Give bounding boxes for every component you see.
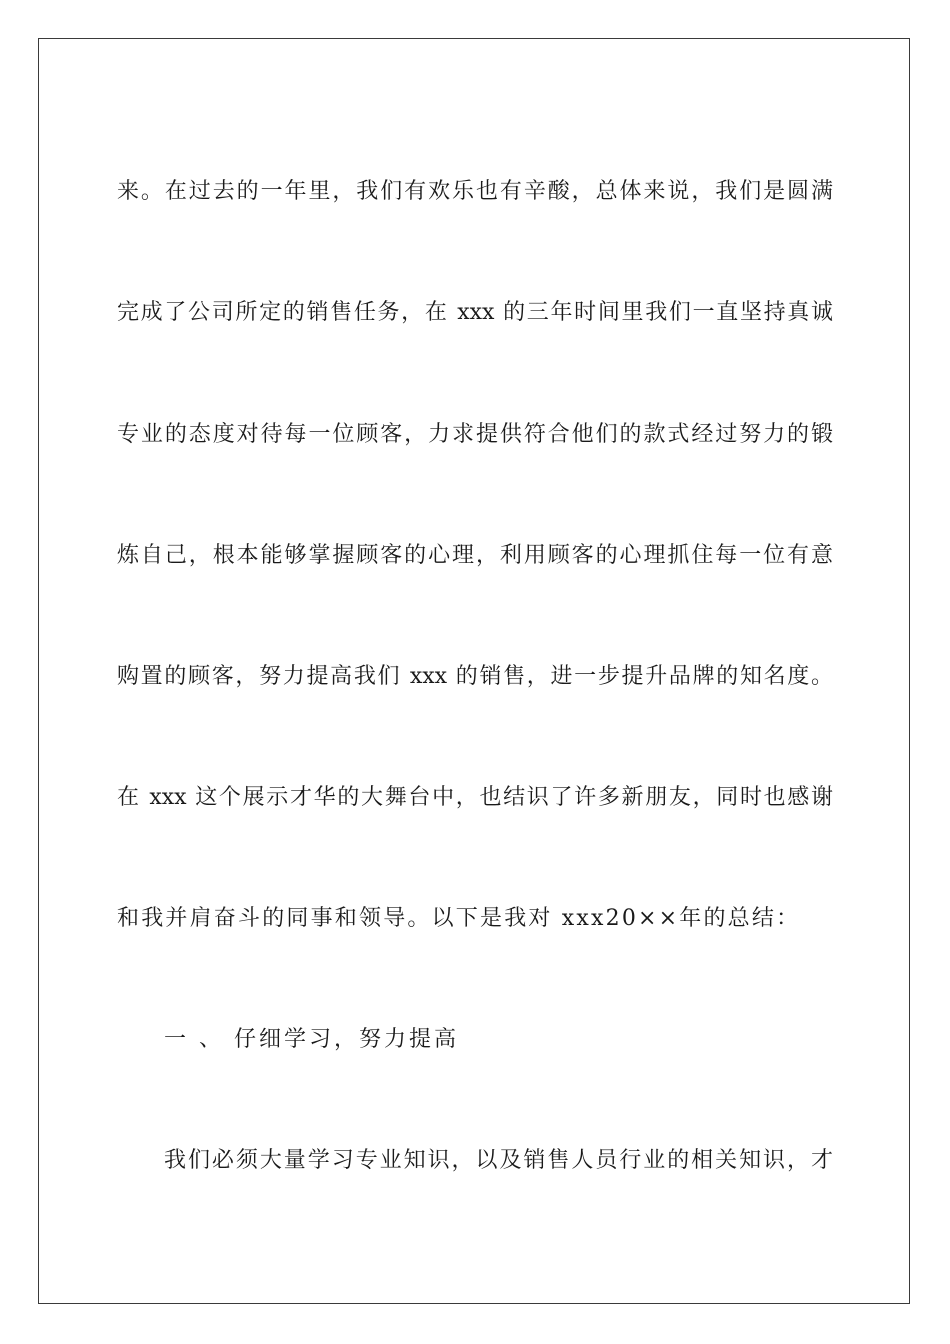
paragraph-line-6: 在 xxx 这个展示才华的大舞台中，也结识了许多新朋友，同时也感谢: [117, 785, 833, 810]
paragraph-line-7: 和我并肩奋斗的同事和领导。以下是我对 xxx20××年的总结：: [117, 906, 801, 931]
section-heading: 一 、 仔细学习，努力提高: [164, 1027, 459, 1052]
paragraph-line-3: 专业的态度对待每一位顾客，力求提供符合他们的款式经过努力的锻: [117, 422, 833, 447]
paragraph-line-2: 完成了公司所定的销售任务，在 xxx 的三年时间里我们一直坚持真诚: [117, 300, 833, 325]
page-frame: [38, 38, 910, 1304]
section-paragraph-line-1: 我们必须大量学习专业知识，以及销售人员行业的相关知识，才: [164, 1148, 833, 1173]
paragraph-line-1: 来。在过去的一年里，我们有欢乐也有辛酸，总体来说，我们是圆满: [117, 179, 833, 204]
paragraph-line-5: 购置的顾客，努力提高我们 xxx 的销售，进一步提升品牌的知名度。: [117, 664, 833, 689]
paragraph-line-4: 炼自己，根本能够掌握顾客的心理，利用顾客的心理抓住每一位有意: [117, 543, 833, 568]
